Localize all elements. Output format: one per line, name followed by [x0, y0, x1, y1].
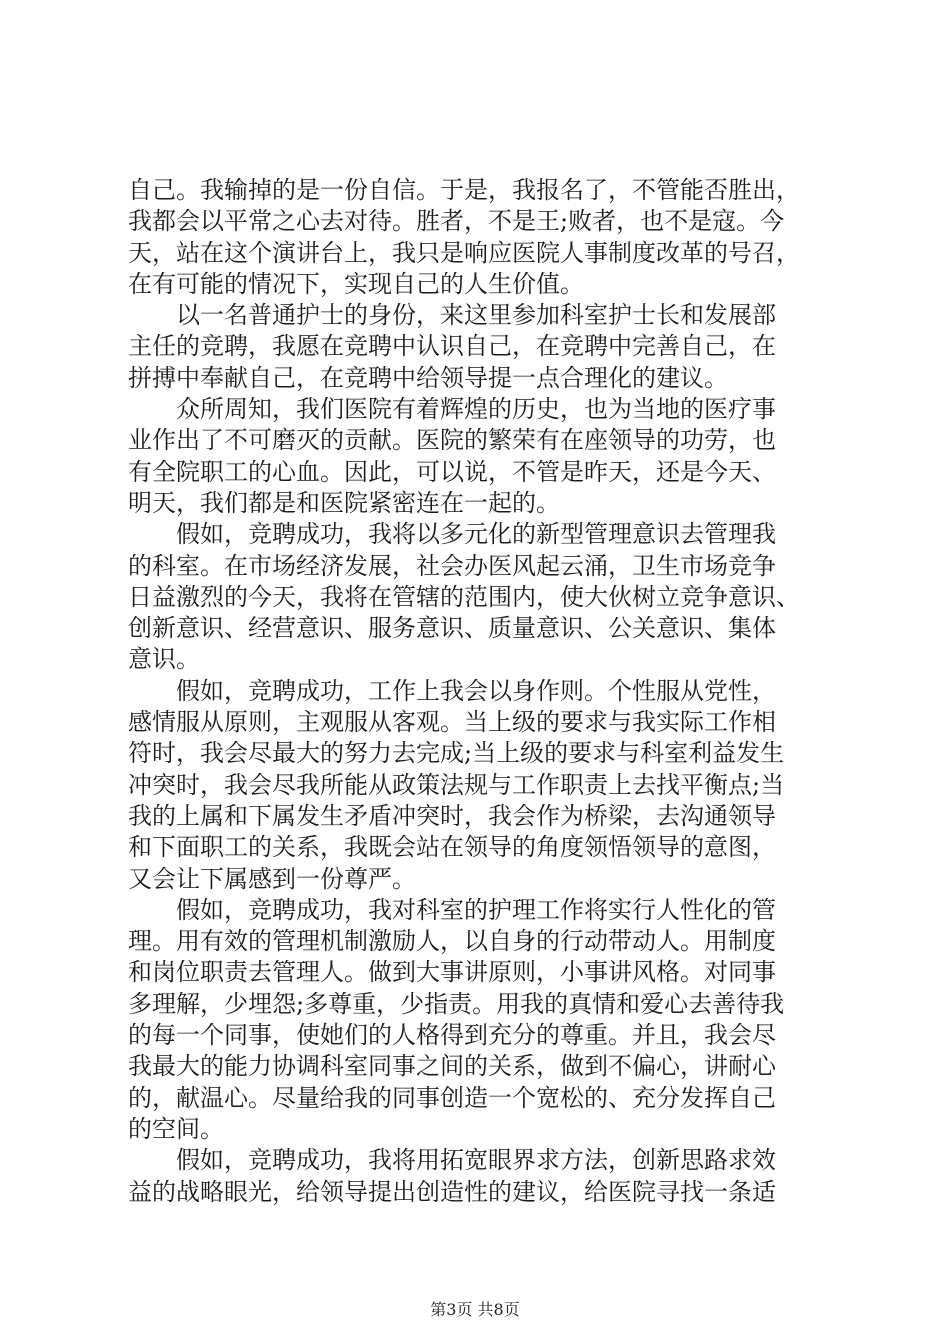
text-line: 明天，我们都是和医院紧密连在一起的。 — [128, 488, 560, 517]
text-line: 理。用有效的管理机制激励人，以自身的行动带动人。用制度 — [128, 927, 776, 956]
text-line: 意识。 — [128, 645, 200, 674]
text-line: 符时，我会尽最大的努力去完成;当上级的要求与科室利益发生 — [128, 739, 785, 768]
text-line: 我最大的能力协调科室同事之间的关系，做到不偏心，讲耐心 — [128, 1052, 776, 1081]
text-line: 在有可能的情况下，实现自己的人生价值。 — [128, 269, 584, 298]
text-line: 我都会以平常之心去对待。胜者，不是王;败者，也不是寇。今 — [128, 207, 785, 236]
page-number-footer: 第3页 共8页 — [430, 1300, 520, 1319]
text-line: 益的战略眼光，给领导提出创造性的建议，给医院寻找一条适 — [128, 1177, 776, 1206]
paragraph-first-line: 众所周知，我们医院有着辉煌的历史，也为当地的医疗事 — [176, 395, 776, 424]
text-line: 的科室。在市场经济发展，社会办医风起云涌，卫生市场竞争 — [128, 551, 776, 580]
text-line: 又会让下属感到一份尊严。 — [128, 864, 416, 893]
text-line: 和岗位职责去管理人。做到大事讲原则，小事讲风格。对同事 — [128, 958, 776, 987]
text-line: 主任的竞聘，我愿在竞聘中认识自己，在竞聘中完善自己，在 — [128, 332, 776, 361]
paragraph-first-line: 假如，竞聘成功，我将用拓宽眼界求方法，创新思路求效 — [176, 1146, 776, 1175]
text-line: 业作出了不可磨灭的贡献。医院的繁荣有在座领导的功劳，也 — [128, 426, 776, 455]
text-line: 自己。我输掉的是一份自信。于是，我报名了，不管能否胜出， — [128, 176, 800, 204]
text-line: 和下面职工的关系，我既会站在领导的角度领悟领导的意图， — [128, 833, 776, 862]
body-text — [128, 175, 840, 1208]
paragraph-first-line: 假如，竞聘成功，我对科室的护理工作将实行人性化的管 — [176, 895, 776, 924]
text-line: 冲突时，我会尽我所能从政策法规与工作职责上去找平衡点;当 — [128, 770, 785, 799]
text-line: 我的上属和下属发生矛盾冲突时，我会作为桥梁，去沟通领导 — [128, 801, 776, 830]
text-line: 感情服从原则，主观服从客观。当上级的要求与我实际工作相 — [128, 708, 776, 737]
text-line: 的，献温心。尽量给我的同事创造一个宽松的、充分发挥自己 — [128, 1083, 776, 1112]
text-line: 天，站在这个演讲台上，我只是响应医院人事制度改革的号召， — [128, 238, 800, 267]
text-line: 拼搏中奉献自己，在竞聘中给领导提一点合理化的建议。 — [128, 363, 728, 392]
text-line: 的空间。 — [128, 1114, 224, 1143]
paragraph-first-line: 假如，竞聘成功，工作上我会以身作则。个性服从党性， — [176, 676, 776, 705]
text-line: 的每一个同事，使她们的人格得到充分的尊重。并且，我会尽 — [128, 1021, 776, 1050]
text-line: 多理解，少埋怨;多尊重，少指责。用我的真情和爱心去善待我 — [128, 989, 785, 1018]
paragraph-first-line: 假如，竞聘成功，我将以多元化的新型管理意识去管理我 — [176, 520, 776, 549]
text-line: 创新意识、经营意识、服务意识、质量意识、公关意识、集体 — [128, 614, 776, 643]
text-line: 日益激烈的今天，我将在管辖的范围内，使大伙树立竞争意识、 — [128, 582, 800, 611]
text-line: 有全院职工的心血。因此，可以说，不管是昨天，还是今天、 — [128, 457, 776, 486]
paragraph-first-line: 以一名普通护士的身份，来这里参加科室护士长和发展部 — [176, 301, 776, 330]
